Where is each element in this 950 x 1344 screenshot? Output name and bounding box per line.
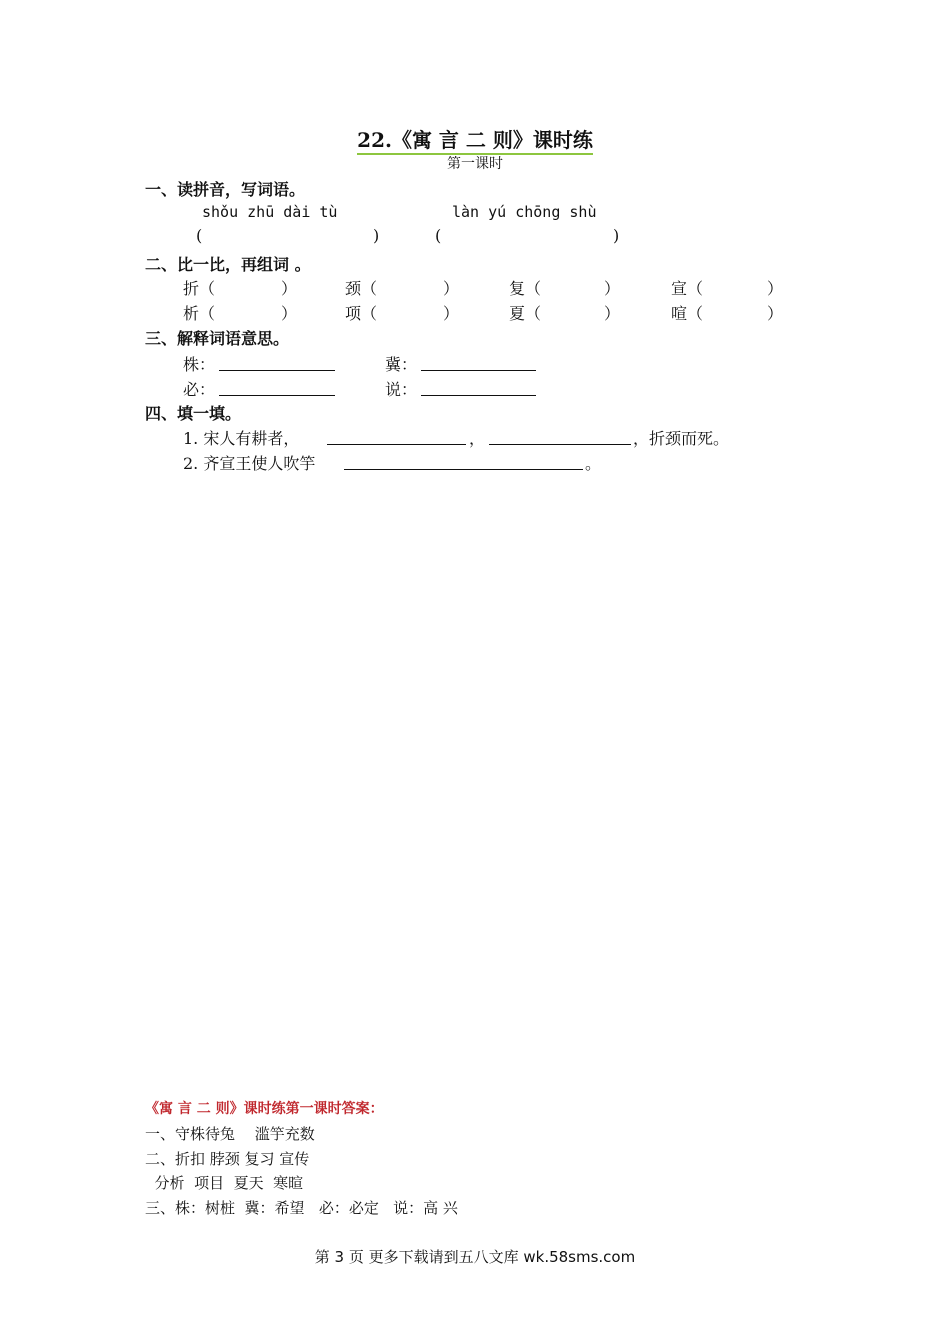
answer-paren-open-2: ( — [435, 226, 442, 245]
page-subtitle: 第一课时 — [447, 156, 503, 172]
term-label: 必： — [183, 380, 216, 399]
compare-close: ） — [281, 304, 298, 323]
answer-blank — [489, 444, 631, 445]
pinyin-2: làn yú chōng shù — [452, 203, 597, 221]
answer-blank — [421, 370, 536, 371]
compare-item: 颈（ — [345, 279, 378, 298]
compare-item: 喧（ — [671, 304, 704, 323]
fill-q1-prefix: 1. 宋人有耕者， — [183, 429, 300, 448]
compare-item: 折（ — [183, 279, 216, 298]
pinyin-1: shǒu zhū dài tù — [202, 203, 338, 221]
compare-close: ） — [443, 279, 460, 298]
answer-paren-open-1: ( — [196, 226, 203, 245]
answer-paren-close-2: ) — [613, 226, 620, 245]
answer-paren-close-1: ) — [373, 226, 380, 245]
compare-item: 夏（ — [509, 304, 542, 323]
answer-blank — [219, 395, 335, 396]
page-footer: 第 3 页 更多下载请到五八文库 wk.58sms.com — [314, 1248, 636, 1266]
compare-close: ） — [767, 279, 784, 298]
fill-q1-suffix: ，折颈而死。 — [633, 429, 730, 448]
fill-q2-suffix: 。 — [585, 454, 602, 473]
answer-blank — [327, 444, 466, 445]
term-label: 冀： — [385, 355, 418, 374]
answer-line: 三、株：树桩 冀：希望 必：必定 说：高 兴 — [145, 1199, 458, 1217]
compare-item: 项（ — [345, 304, 378, 323]
compare-close: ） — [604, 304, 621, 323]
answer-line: 一、守株待兔 滥竽充数 — [145, 1125, 315, 1143]
compare-close: ） — [443, 304, 460, 323]
fill-q2-prefix: 2. 齐宣王使人吹竽 — [183, 454, 316, 473]
term-label: 说： — [385, 380, 418, 399]
compare-close: ） — [281, 279, 298, 298]
term-label: 株： — [183, 355, 216, 374]
answer-blank — [421, 395, 536, 396]
answer-line: 二、折扣 脖颈 复习 宣传 — [145, 1150, 310, 1168]
compare-close: ） — [767, 304, 784, 323]
answer-blank — [219, 370, 335, 371]
section-1-heading: 一、读拼音，写词语。 — [145, 180, 306, 199]
compare-item: 复（ — [509, 279, 542, 298]
section-2-heading: 二、比一比，再组词 。 — [145, 255, 311, 274]
section-3-heading: 三、解释词语意思。 — [145, 329, 290, 348]
section-4-heading: 四、填一填。 — [145, 404, 242, 423]
compare-item: 宣（ — [671, 279, 704, 298]
compare-item: 析（ — [183, 304, 216, 323]
fill-q1-comma: ， — [469, 429, 486, 448]
compare-close: ） — [604, 279, 621, 298]
answer-blank — [344, 469, 583, 470]
answers-title: 《寓 言 二 则》课时练第一课时答案： — [145, 1101, 384, 1117]
page-title: 22.《寓 言 二 则》课时练 — [0, 124, 950, 153]
answer-line: 分析 项目 夏天 寒暄 — [145, 1174, 304, 1192]
